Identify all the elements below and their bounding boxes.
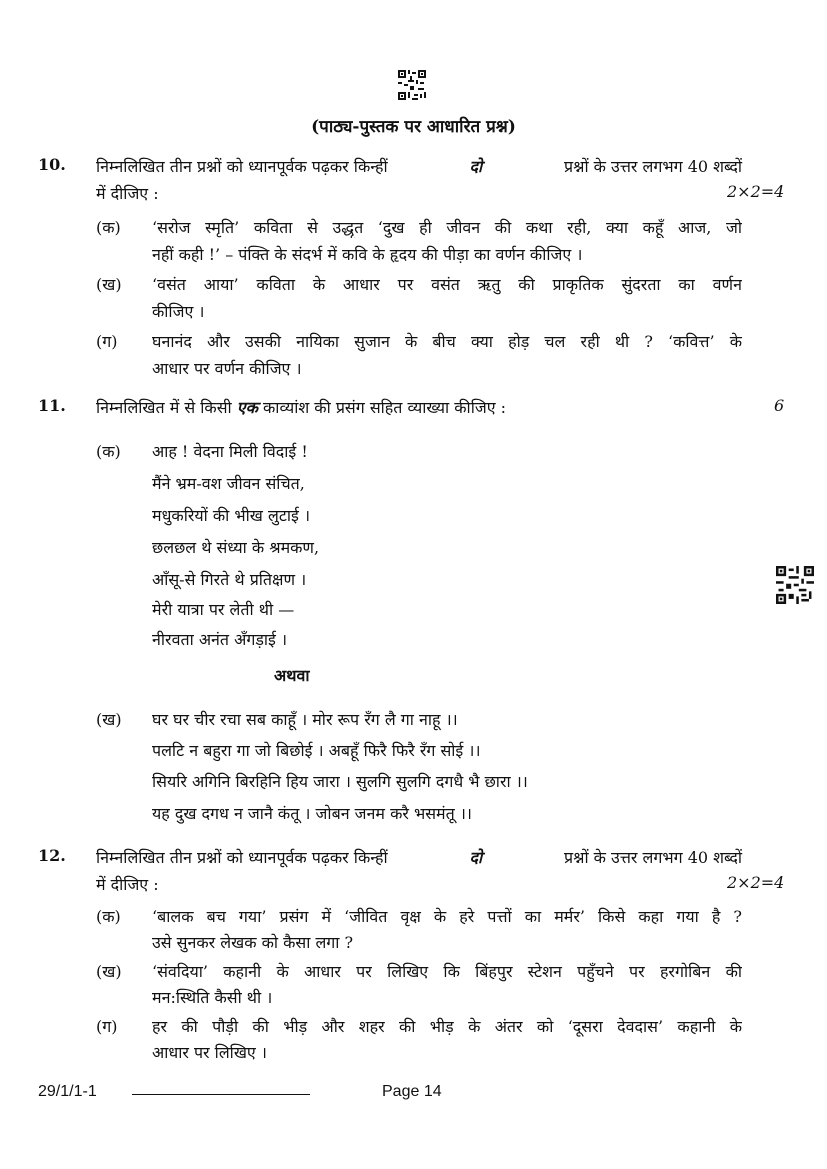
emphasis-word: एक: [236, 398, 258, 417]
or-label: अथवा: [274, 666, 310, 685]
paper-code: 29/1/1-1: [38, 1083, 97, 1100]
qr-code-side: [776, 566, 814, 604]
question-text: [96, 396, 506, 418]
poem-line: सियरि अगिनि बिरहिनि हिय जारा । सुलगि सुलगि दगधै भै छारा ।।: [152, 772, 528, 791]
sub-question-line: नहीं कही !’ – पंक्ति के संदर्भ में कवि के हृदय की पीड़ा का वर्णन कीजिए ।: [152, 245, 583, 264]
marks: 6: [774, 396, 785, 415]
sub-question-label: (क): [96, 442, 121, 461]
sub-question-label: (ख): [96, 275, 122, 294]
footer-rule: [132, 1094, 310, 1095]
question-text-line2: में दीजिए :: [96, 875, 159, 894]
poem-line: छलछल थे संध्या के श्रमकण,: [152, 538, 320, 557]
section-heading: (पाठ्य-पुस्तक पर आधारित प्रश्न): [311, 117, 516, 137]
poem-line: आँसू-से गिरते थे प्रतिक्षण ।: [152, 570, 307, 589]
question-text-part: निम्नलिखित में से किसी: [96, 398, 232, 417]
marks: 2×2=4: [727, 182, 785, 201]
question-text-part: निम्नलिखित तीन प्रश्नों को ध्यानपूर्वक पढ़कर किन्हीं: [96, 848, 388, 867]
sub-question-line: ‘बालक बच गया’ प्रसंग में ‘जीवित वृक्ष के हरे पत्तों का मर्मर’ किसे कहा गया है ?: [152, 907, 742, 926]
sub-question-line: हर की पौड़ी की भीड़ और शहर की भीड़ के अंतर को ‘दूसरा देवदास’ कहानी के: [152, 1017, 742, 1036]
sub-question-line: आधार पर वर्णन कीजिए ।: [152, 359, 302, 378]
poem-line: पलटि न बहुरा गा जो बिछोई । अबहूँ फिरै फिरै रँग सोई ।।: [152, 741, 481, 760]
sub-question-line: ‘वसंत आया’ कविता के आधार पर वसंत ऋतु की प्राकृतिक सुंदरता का वर्णन: [152, 275, 742, 294]
sub-question-line: घनानंद और उसकी नायिका सुजान के बीच क्या होड़ चल रही थी ? ‘कवित्त’ के: [152, 332, 742, 351]
question-text: [96, 155, 742, 177]
sub-question-line: ‘संवदिया’ कहानी के आधार पर लिखिए कि बिंहपुर स्टेशन पहुँचने पर हरगोबिन की: [152, 962, 742, 981]
poem-line: यह दुख दगध न जानै कंतू । जोबन जनम करै भसमंतू ।।: [152, 804, 472, 823]
sub-question-label: (ग): [96, 1017, 118, 1036]
emphasis-word: दो: [469, 157, 483, 176]
poem-line: मेरी यात्रा पर लेती थी —: [152, 600, 295, 619]
poem-line: आह ! वेदना मिली विदाई !: [152, 442, 308, 461]
question-text-part: निम्नलिखित तीन प्रश्नों को ध्यानपूर्वक पढ़कर किन्हीं: [96, 157, 388, 176]
poem-line: मैंने भ्रम-वश जीवन संचित,: [152, 474, 305, 493]
poem-line: नीरवता अनंत अँगड़ाई ।: [152, 630, 288, 649]
question-text-part: प्रश्नों के उत्तर लगभग 40 शब्दों: [564, 848, 742, 867]
marks: 2×2=4: [727, 873, 785, 892]
sub-question-line: कीजिए ।: [152, 302, 205, 321]
sub-question-line: ‘सरोज स्मृति’ कविता से उद्धृत ‘दुख ही जीवन की कथा रही, क्या कहूँ आज, जो: [152, 218, 742, 237]
question-text-part: प्रश्नों के उत्तर लगभग 40 शब्दों: [564, 157, 742, 176]
question-number: 11.: [38, 396, 66, 415]
question-number: 10.: [38, 155, 66, 174]
page-number: Page 14: [382, 1083, 442, 1100]
sub-question-line: आधार पर लिखिए ।: [152, 1043, 267, 1062]
emphasis-word: दो: [469, 848, 483, 867]
question-number: 12.: [38, 846, 66, 865]
sub-question-label: (क): [96, 218, 121, 237]
sub-question-line: उसे सुनकर लेखक को कैसा लगा ?: [152, 933, 354, 952]
question-text-part: काव्यांश की प्रसंग सहित व्याख्या कीजिए :: [263, 398, 507, 417]
question-text: [96, 846, 742, 868]
sub-question-label: (ख): [96, 710, 122, 729]
qr-code-top: [398, 70, 426, 100]
poem-line: मधुकरियों की भीख लुटाई ।: [152, 506, 311, 525]
sub-question-label: (क): [96, 907, 121, 926]
poem-line: घर घर चीर रचा सब काहूँ । मोर रूप रँग लै गा नाहू ।।: [152, 710, 458, 729]
sub-question-label: (ग): [96, 332, 118, 351]
question-text-line2: में दीजिए :: [96, 184, 159, 203]
sub-question-line: मन:स्थिति कैसी थी ।: [152, 988, 273, 1007]
sub-question-label: (ख): [96, 962, 122, 981]
